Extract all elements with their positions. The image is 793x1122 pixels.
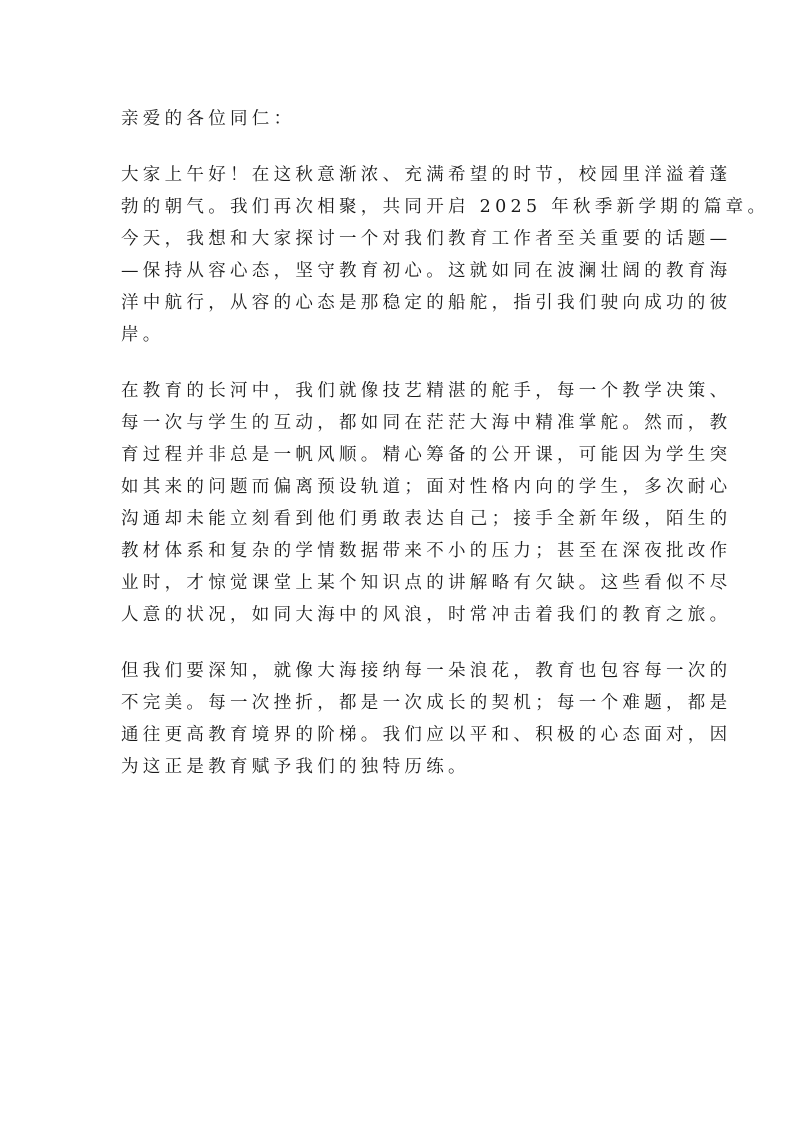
paragraph-line: 今天，我想和大家探讨一个对我们教育工作者至关重要的话题— [121,229,732,249]
paragraph-line: 育过程并非总是一帆风顺。精心筹备的公开课，可能因为学生突 [121,445,732,465]
paragraph-line: 沟通却未能立刻看到他们勇敢表达自己；接手全新年级，陌生的 [121,509,732,529]
paragraph-line: 洋中航行，从容的心态是那稳定的船舵，指引我们驶向成功的彼 [121,293,732,313]
paragraph-line: 通往更高教育境界的阶梯。我们应以平和、积极的心态面对，因 [121,725,732,745]
paragraph-3 [121,655,732,783]
paragraph-line: 为这正是教育赋予我们的独特历练。 [121,757,470,777]
paragraph-line: 在教育的长河中，我们就像技艺精湛的舵手，每一个教学决策、 [121,381,732,401]
paragraph-line: 教材体系和复杂的学情数据带来不小的压力；甚至在深夜批改作 [121,541,732,561]
paragraph-line: 但我们要深知，就像大海接纳每一朵浪花，教育也包容每一次的 [121,661,732,681]
paragraph-line: 不完美。每一次挫折，都是一次成长的契机；每一个难题，都是 [121,693,732,713]
paragraph-line: 大家上午好！在这秋意渐浓、充满希望的时节，校园里洋溢着蓬 [121,165,732,185]
paragraph-line: 人意的状况，如同大海中的风浪，时常冲击着我们的教育之旅。 [121,605,732,625]
paragraph-1 [121,159,770,351]
paragraph-2 [121,375,732,631]
paragraph-line: 勃的朝气。我们再次相聚，共同开启 2025 年秋季新学期的篇章。 [121,197,770,217]
paragraph-line: 业时，才惊觉课堂上某个知识点的讲解略有欠缺。这些看似不尽 [121,573,732,593]
document-page [121,103,770,807]
paragraph-line: 如其来的问题而偏离预设轨道；面对性格内向的学生，多次耐心 [121,477,732,497]
paragraph-line: 岸。 [121,325,165,345]
paragraph-line: 每一次与学生的互动，都如同在茫茫大海中精准掌舵。然而，教 [121,413,732,433]
salutation: 亲爱的各位同仁： [121,109,296,129]
paragraph-line: —保持从容心态，坚守教育初心。这就如同在波澜壮阔的教育海 [121,261,732,281]
